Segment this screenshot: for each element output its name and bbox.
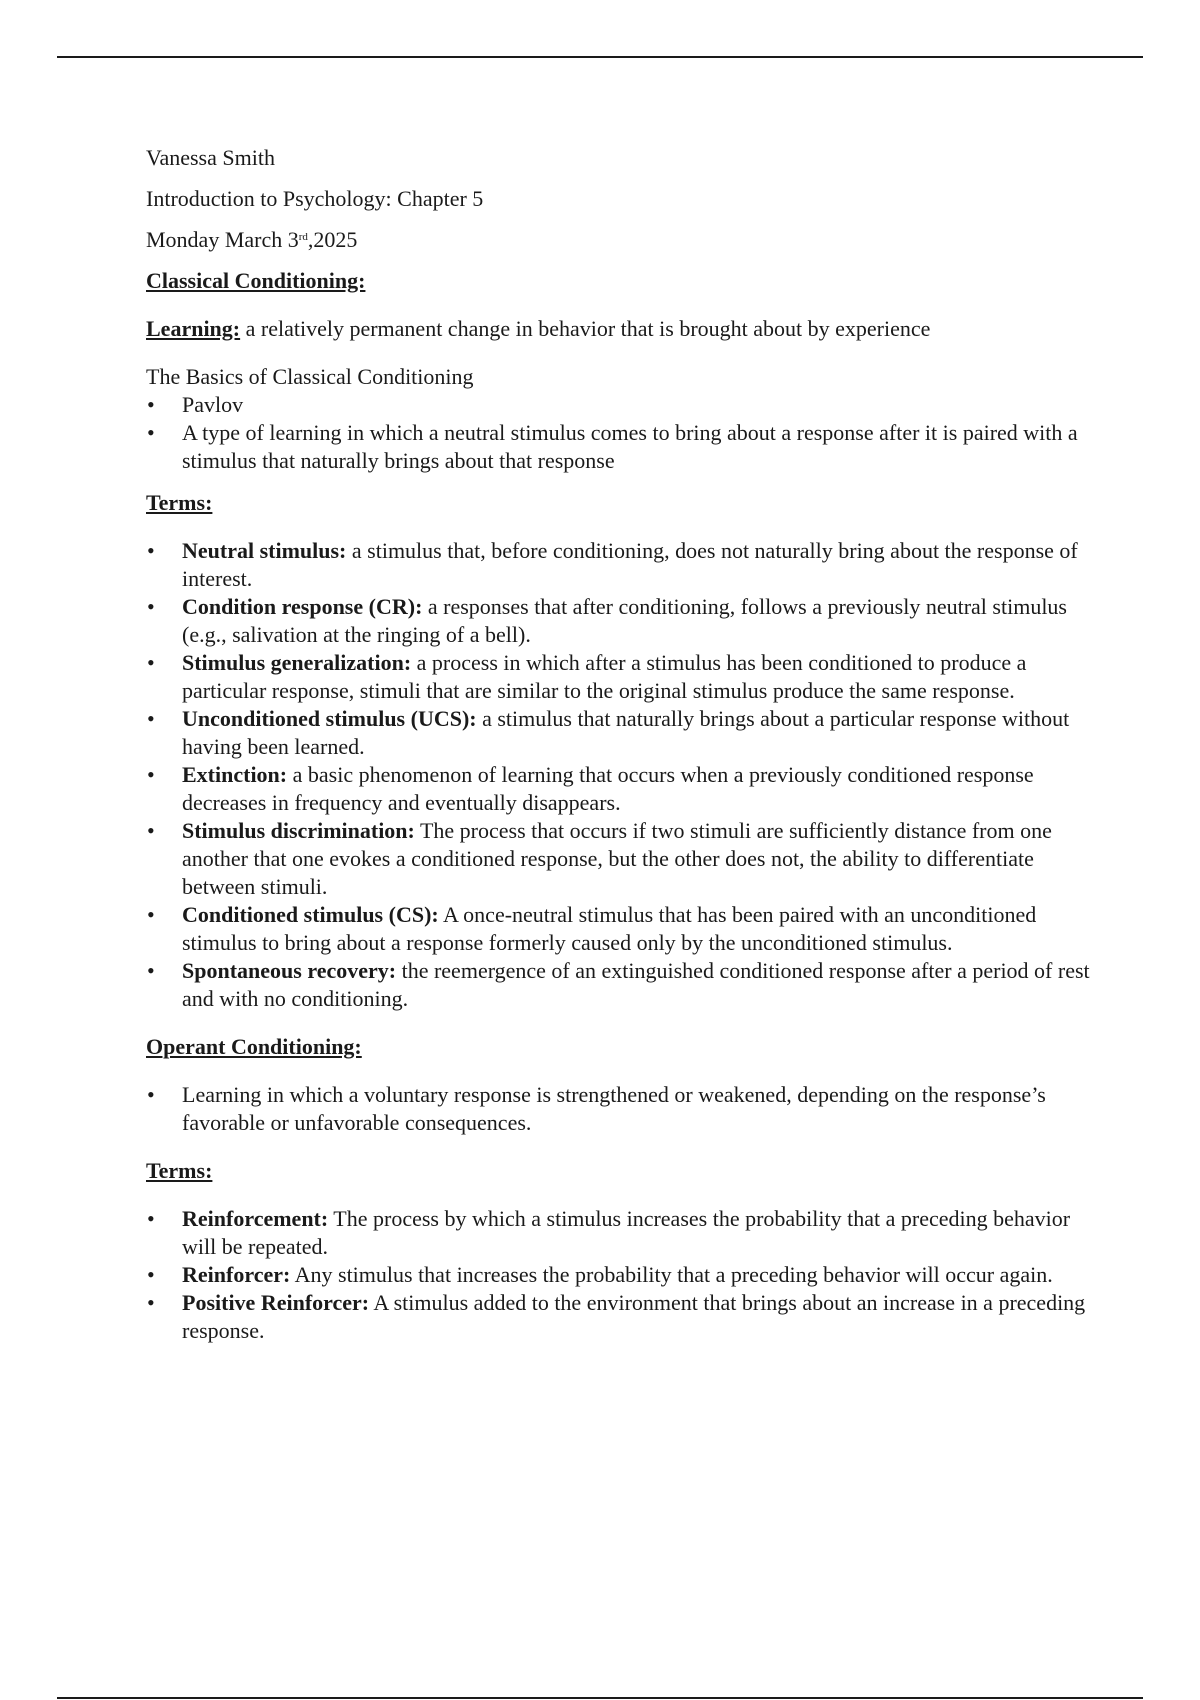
list-item: • Pavlov [147, 392, 244, 417]
learning-definition: Learning: a relatively permanent change in behavior that is brought about by experience [146, 316, 931, 341]
bullet-icon: • [147, 958, 155, 983]
classical-heading: Classical Conditioning: [146, 268, 366, 293]
list-item: • Reinforcer: Any stimulus that increases the probability that a preceding behavior will occur again. [147, 1262, 1053, 1287]
course-title: Introduction to Psychology: Chapter 5 [146, 186, 484, 211]
list-item: • Extinction: a basic phenomenon of learning that occurs when a previously conditioned response decreases in frequency and eventually disappears. [147, 762, 1034, 815]
bullet-icon: • [147, 818, 155, 843]
list-item: • A type of learning in which a neutral stimulus comes to bring about a response after it is paired with a stimulus that naturally brings about that response [147, 420, 1078, 473]
document-body [146, 144, 1096, 1345]
bullet-icon: • [147, 1206, 155, 1231]
operant-terms-heading: Terms: [146, 1158, 213, 1183]
list-item: • Condition response (CR): a responses that after conditioning, follows a previously neutral stimulus (e.g., salivation at the ringing of a bell). [147, 594, 1067, 647]
bullet-icon: • [147, 1262, 155, 1287]
operant-terms-list [146, 1205, 1096, 1345]
bullet-icon: • [147, 1082, 155, 1107]
top-rule [57, 56, 1143, 58]
bottom-rule [57, 1697, 1143, 1699]
operant-points-list [146, 1081, 1096, 1137]
bullet-icon: • [147, 594, 155, 619]
bullet-icon: • [147, 902, 155, 927]
list-item: • Positive Reinforcer: A stimulus added to the environment that brings about an increase in a preceding response. [147, 1290, 1086, 1343]
bullet-icon: • [147, 420, 155, 445]
author-name: Vanessa Smith [146, 145, 275, 170]
list-item: • Stimulus discrimination: The process that occurs if two stimuli are sufficiently distance from one another that one evokes a conditioned response, but the other does not, the ability to differentiate between stimuli. [147, 818, 1052, 899]
list-item: • Unconditioned stimulus (UCS): a stimulus that naturally brings about a particular response without having been learned. [147, 706, 1070, 759]
basics-title: The Basics of Classical Conditioning [146, 364, 474, 389]
learning-term: Learning: [146, 316, 241, 341]
list-item: • Spontaneous recovery: the reemergence of an extinguished conditioned response after a period of rest and with no conditioning. [147, 958, 1090, 1011]
classical-terms-list [146, 537, 1096, 1013]
bullet-icon: • [147, 538, 155, 563]
bullet-icon: • [147, 392, 155, 417]
bullet-icon: • [147, 762, 155, 787]
basics-list [146, 391, 1096, 475]
list-item: • Stimulus generalization: a process in which after a stimulus has been conditioned to produce a particular response, stimuli that are similar to the original stimulus produce the same response. [147, 650, 1027, 703]
document-date: Monday March 3rd,2025 [146, 227, 358, 252]
operant-heading: Operant Conditioning: [146, 1034, 362, 1059]
list-item: • Learning in which a voluntary response is strengthened or weakened, depending on the response’s favorable or unfavorable consequences. [147, 1082, 1046, 1135]
bullet-icon: • [147, 1290, 155, 1315]
list-item: • Conditioned stimulus (CS): A once-neutral stimulus that has been paired with an unconditioned stimulus to bring about a response formerly caused only by the unconditioned stimulus. [147, 902, 1037, 955]
list-item: • Reinforcement: The process by which a stimulus increases the probability that a preceding behavior will be repeated. [147, 1206, 1071, 1259]
list-item: • Neutral stimulus: a stimulus that, before conditioning, does not naturally bring about the response of interest. [147, 538, 1078, 591]
bullet-icon: • [147, 706, 155, 731]
bullet-icon: • [147, 650, 155, 675]
classical-terms-heading: Terms: [146, 490, 213, 515]
